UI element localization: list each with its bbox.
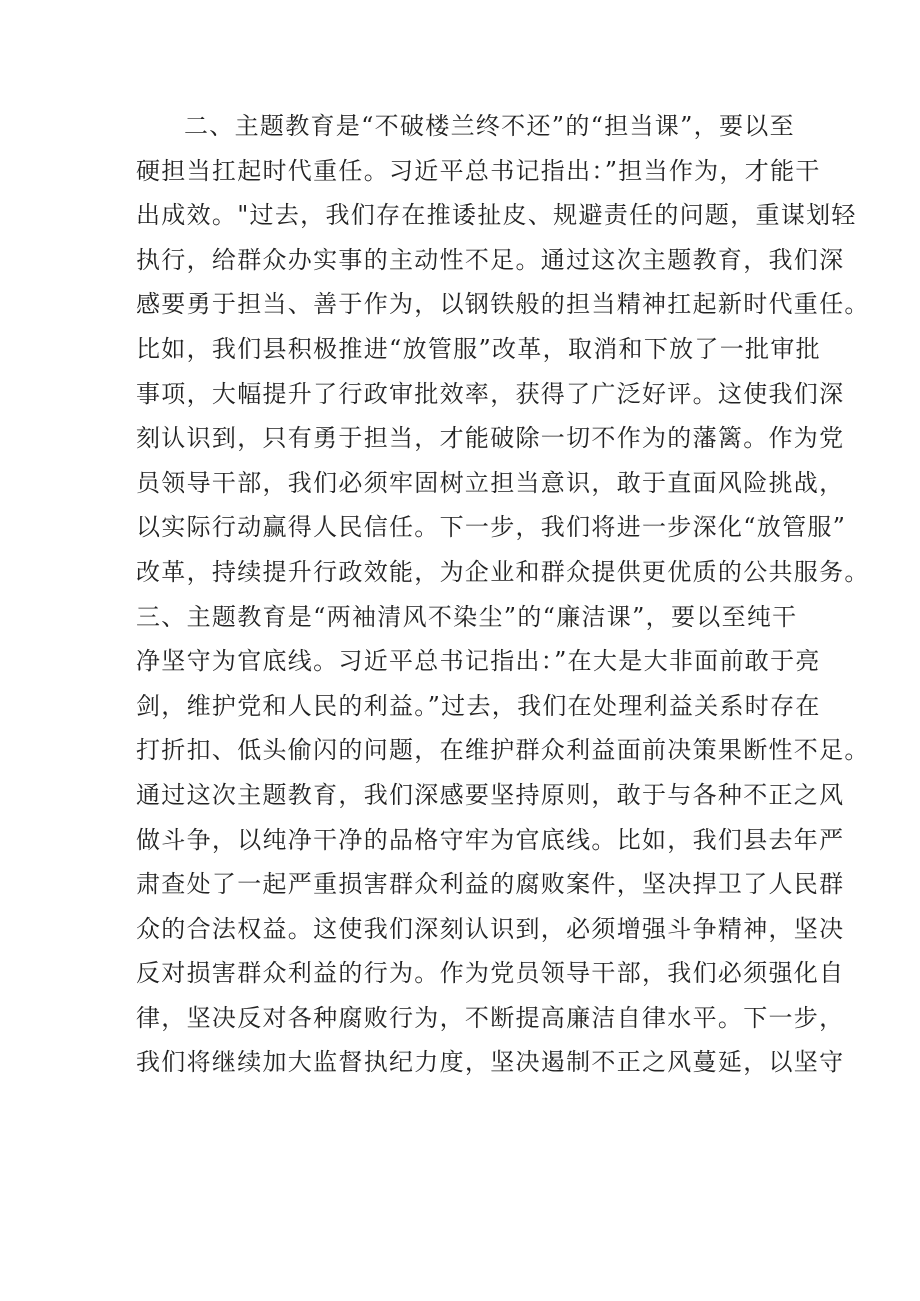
text-line: 肃查处了一起严重损害群众利益的腐败案件，坚决捍卫了人民群 — [136, 870, 845, 899]
text-line: 做斗争，以纯净干净的品格守牢为官底线。比如，我们县去年严 — [136, 825, 845, 854]
text-line: 执行，给群众办实事的主动性不足。通过这次主题教育，我们深 — [136, 245, 845, 274]
text-line: 净坚守为官底线。习近平总书记指出：”在大是大非面前敢于亮 — [136, 647, 821, 676]
text-line: 刻认识到，只有勇于担当，才能破除一切不作为的藩篱。作为党 — [136, 424, 845, 453]
body-text — [136, 104, 870, 1085]
text-line: 以实际行动赢得人民信任。下一步，我们将进一步深化“放管服” — [136, 513, 847, 542]
text-line: 反对损害群众利益的行为。作为党员领导干部，我们必须强化自 — [136, 959, 845, 988]
text-line: 出成效。"过去，我们存在推诿扯皮、规避责任的问题，重谋划轻 — [136, 201, 857, 230]
text-line: 众的合法权益。这使我们深刻认识到，必须增强斗争精神，坚决 — [136, 914, 845, 943]
text-line: 员领导干部，我们必须牢固树立担当意识，敢于直面风险挑战， — [136, 468, 845, 497]
text-line: 打折扣、低头偷闪的问题，在维护群众利益面前决策果断性不足。 — [136, 736, 870, 765]
text-line: 比如，我们县积极推进“放管服”改革，取消和下放了一批审批 — [136, 334, 821, 363]
text-line: 通过这次主题教育，我们深感要坚持原则，敢于与各种不正之风 — [136, 780, 845, 809]
text-line: 剑，维护党和人民的利益。”过去，我们在处理利益关系时存在 — [136, 691, 821, 720]
text-line: 事项，大幅提升了行政审批效率，获得了广泛好评。这使我们深 — [136, 379, 845, 408]
text-line: 硬担当扛起时代重任。习近平总书记指出：”担当作为，才能干 — [136, 156, 821, 185]
text-line: 我们将继续加大监督执纪力度，坚决遏制不正之风蔓延，以坚守 — [136, 1048, 845, 1077]
text-line: 律，坚决反对各种腐败行为，不断提高廉洁自律水平。下一步， — [136, 1003, 845, 1032]
text-line: 三、主题教育是“两袖清风不染尘”的“廉洁课”，要以至纯干 — [136, 602, 798, 631]
text-line: 二、主题教育是“不破楼兰终不还”的“担当课”，要以至 — [184, 112, 795, 140]
text-line: 感要勇于担当、善于作为，以钢铁般的担当精神扛起新时代重任。 — [136, 290, 870, 319]
text-line: 改革，持续提升行政效能，为企业和群众提供更优质的公共服务。 — [136, 557, 870, 586]
